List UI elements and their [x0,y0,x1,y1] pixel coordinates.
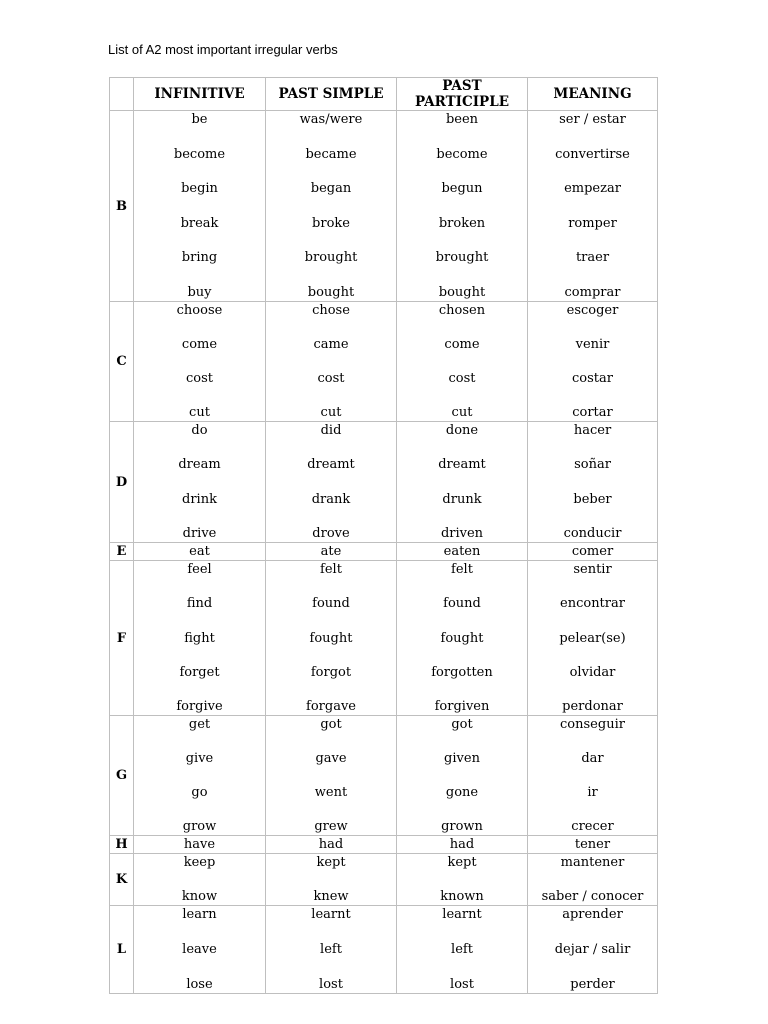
infinitive-word: keep [183,855,216,870]
infinitive-word: fight [184,630,215,646]
past-participle-word: drunk [442,491,482,507]
past-simple-word: fought [309,630,353,646]
past-participle-word: dreamt [438,457,486,473]
meaning-cell [528,543,658,561]
header-past-participle: PAST PARTICIPLE [397,78,528,111]
past-participle-word: chosen [438,303,486,318]
past-simple-word: began [310,181,352,197]
past-participle-word: gone [445,785,479,800]
meaning-word: crecer [571,819,614,834]
past-simple-word: gave [315,751,347,766]
past-simple-cell [266,302,397,422]
infinitive-word: eat [189,544,210,559]
infinitive-cell [134,422,266,543]
past-participle-word: lost [450,977,474,992]
past-simple-word: did [320,423,342,438]
past-simple-word: got [320,717,342,732]
meaning-word: hacer [573,423,612,438]
past-participle-word: come [444,337,480,352]
past-simple-word: grew [314,819,348,834]
past-simple-word: lost [319,977,343,992]
group-letter: L [110,906,134,994]
meaning-word: dejar / salir [554,942,631,957]
group-letter: K [110,854,134,906]
past-simple-word: bought [307,284,355,300]
letter-group-row [110,422,658,543]
meaning-word: tener [574,837,611,852]
past-participle-word: felt [451,562,473,577]
meaning-word: comprar [564,284,621,300]
meaning-word: conducir [563,525,622,541]
infinitive-word: get [188,717,211,732]
meaning-word: aprender [562,907,623,922]
group-letter: D [110,422,134,543]
past-simple-word: had [318,837,344,852]
meaning-word: escoger [566,303,619,318]
meaning-cell [528,111,658,302]
meaning-cell [528,716,658,836]
infinitive-cell [134,543,266,561]
header-infinitive: INFINITIVE [134,78,266,111]
past-participle-cell [397,543,528,561]
meaning-word: ser / estar [559,112,626,127]
past-simple-word: knew [313,889,349,904]
past-participle-word: found [443,596,481,612]
meaning-cell [528,561,658,716]
past-simple-cell [266,906,397,994]
past-simple-word: was/were [299,112,363,127]
past-simple-word: brought [304,250,358,266]
past-participle-word: cut [451,405,473,420]
letter-group-row [110,836,658,854]
past-simple-cell [266,561,397,716]
meaning-word: pelear(se) [559,630,626,646]
infinitive-word: bring [181,250,218,266]
past-participle-word: bought [438,284,486,300]
past-participle-word: known [440,889,484,904]
meaning-word: ir [587,785,598,800]
meaning-word: sentir [573,562,612,577]
past-simple-word: cost [317,371,345,386]
infinitive-word: go [191,785,208,800]
past-participle-cell [397,561,528,716]
letter-group-row [110,716,658,836]
past-simple-word: felt [320,562,342,577]
letter-group-row [110,111,658,302]
infinitive-word: find [186,596,213,612]
past-participle-word: had [449,837,475,852]
infinitive-word: begin [181,181,218,197]
group-letter: H [110,836,134,854]
past-participle-word: driven [440,525,484,541]
past-participle-word: eaten [443,544,481,559]
infinitive-word: cost [185,371,213,386]
meaning-word: beber [573,491,612,507]
past-participle-word: brought [435,250,489,266]
infinitive-cell [134,111,266,302]
header-letter-cell [110,78,134,111]
infinitive-word: grow [182,819,217,834]
infinitive-word: be [191,112,208,127]
meaning-word: traer [575,250,610,266]
past-participle-word: been [445,112,479,127]
meaning-cell [528,906,658,994]
infinitive-word: cut [189,405,210,420]
past-participle-word: fought [440,630,484,646]
past-participle-word: become [436,146,488,162]
infinitive-word: leave [182,942,217,957]
infinitive-word: learn [182,907,217,922]
header-past-simple: PAST SIMPLE [266,78,397,111]
meaning-word: romper [568,215,617,231]
past-simple-word: forgot [310,664,352,680]
infinitive-word: forget [179,664,220,680]
past-participle-word: done [445,423,479,438]
meaning-word: conseguir [560,717,625,732]
past-simple-word: found [312,596,350,612]
past-simple-cell [266,854,397,906]
infinitive-word: come [181,337,218,352]
meaning-cell [528,302,658,422]
header-meaning: MEANING [528,78,658,111]
past-participle-cell [397,906,528,994]
infinitive-cell [134,906,266,994]
past-participle-word: given [444,751,480,766]
past-participle-cell [397,716,528,836]
group-letter: E [110,543,134,561]
infinitive-word: do [191,423,208,438]
meaning-word: costar [572,371,613,386]
past-participle-word: cost [448,371,476,386]
past-participle-cell [397,111,528,302]
infinitive-word: forgive [176,699,223,714]
infinitive-word: dream [178,457,221,473]
past-participle-cell [397,836,528,854]
infinitive-cell [134,854,266,906]
group-letter: B [110,111,134,302]
infinitive-word: feel [187,562,212,577]
infinitive-cell [134,836,266,854]
past-simple-word: ate [320,544,342,559]
meaning-word: mantener [560,855,625,870]
past-participle-cell [397,854,528,906]
irregular-verbs-table [109,77,658,994]
letter-group-row [110,543,658,561]
meaning-word: saber / conocer [541,889,644,904]
group-letter: C [110,302,134,422]
past-simple-word: drove [312,525,350,541]
meaning-word: empezar [564,181,621,197]
infinitive-word: become [173,146,226,162]
letter-group-row [110,854,658,906]
infinitive-word: drive [182,525,217,541]
document-title: List of A2 most important irregular verbs [108,42,338,57]
infinitive-word: have [183,837,216,852]
group-letter: F [110,561,134,716]
past-participle-cell [397,422,528,543]
past-simple-word: forgave [306,699,356,714]
infinitive-cell [134,716,266,836]
letter-group-row [110,561,658,716]
past-participle-word: learnt [442,907,482,922]
past-participle-word: begun [441,181,483,197]
meaning-word: perdonar [562,699,623,714]
past-simple-word: dreamt [307,457,355,473]
meaning-cell [528,836,658,854]
past-simple-word: left [320,942,342,957]
infinitive-word: drink [182,491,217,507]
infinitive-word: break [180,215,219,231]
infinitive-cell [134,302,266,422]
letter-group-row [110,906,658,994]
meaning-word: cortar [572,405,613,420]
infinitive-word: give [185,751,214,766]
meaning-word: convertirse [555,146,630,162]
meaning-word: venir [575,337,610,352]
meaning-word: perder [570,977,615,992]
past-simple-word: broke [312,215,350,231]
infinitive-word: lose [186,977,213,992]
past-simple-word: learnt [311,907,351,922]
past-simple-cell [266,111,397,302]
group-letter: G [110,716,134,836]
past-simple-cell [266,422,397,543]
infinitive-word: choose [176,303,223,318]
meaning-word: comer [571,544,614,559]
past-participle-word: grown [441,819,483,834]
meaning-word: soñar [574,457,611,473]
past-participle-word: forgiven [434,699,490,714]
past-participle-word: broken [438,215,486,231]
letter-group-row [110,302,658,422]
meaning-word: dar [581,751,604,766]
past-simple-cell [266,716,397,836]
past-participle-word: left [451,942,473,957]
past-simple-word: chose [312,303,350,318]
meaning-cell [528,854,658,906]
past-simple-word: kept [316,855,346,870]
past-participle-word: kept [447,855,477,870]
past-participle-cell [397,302,528,422]
meaning-word: encontrar [560,596,625,612]
meaning-cell [528,422,658,543]
past-simple-word: drank [311,491,351,507]
infinitive-word: know [181,889,218,904]
past-simple-word: came [313,337,349,352]
header-row [110,78,658,111]
past-participle-word: forgotten [431,664,493,680]
past-simple-word: became [305,146,357,162]
meaning-word: olvidar [569,664,616,680]
past-simple-cell [266,543,397,561]
past-simple-cell [266,836,397,854]
infinitive-word: buy [187,284,212,300]
past-simple-word: went [314,785,348,800]
infinitive-cell [134,561,266,716]
past-simple-word: cut [320,405,342,420]
past-participle-word: got [451,717,473,732]
